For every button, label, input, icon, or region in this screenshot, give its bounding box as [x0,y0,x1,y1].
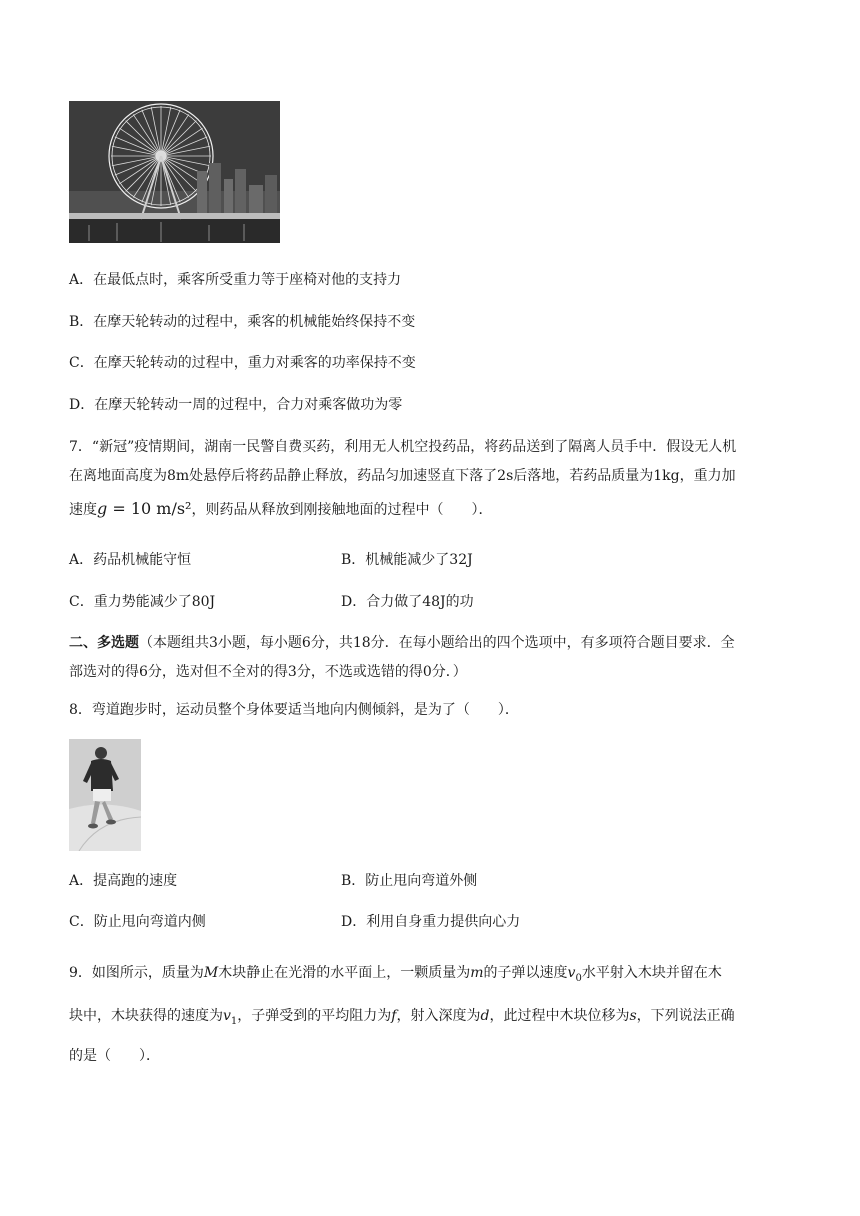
section2-line1 [69,633,735,653]
q7-line3-suffix: ，则药品从释放到刚接触地面的过程中（ ）． [191,502,493,518]
q9-l1d: 水平射入木块并留在木 [581,965,722,981]
q9-l2c: ，射入深度为 [396,1008,481,1024]
q9-var-d: d [480,1008,490,1024]
runner-photo [69,739,141,851]
q6-option-b: B．在摩天轮转动的过程中，乘客的机械能始终保持不变 [69,314,416,330]
section2-desc-1: （本题组共3小题，每小题6分，共18分．在每小题给出的四个选项中，有多项符合题目要求．全 [139,635,735,651]
q9-var-v1-sub: 1 [230,1015,238,1027]
q9-var-v1: v [223,1008,231,1024]
q9-stem-line3: 的是（ ）． [69,1048,160,1064]
ferris-wheel-photo [69,101,280,243]
q9-l1b: 木块静止在光滑的水平面上，一颗质量为 [218,965,471,981]
q7-stem-line2: 在离地面高度为8m处悬停后将药品静止释放，药品匀加速竖直下落了2s后落地，若药品质量为1kg，重力加 [69,468,736,484]
q9-var-M: M [203,965,219,981]
q9-var-m: m [470,965,484,981]
section2-desc-2: 部选对的得6分，选对但不全对的得3分，不选或选错的得0分．） [69,664,467,680]
q7-option-c: C．重力势能减少了80J [69,594,216,610]
ferris-wheel-illustration [69,101,280,243]
q9-l2e: ，此过程中木块位移为 [489,1008,630,1024]
q7-formula-g: g [97,499,108,518]
q7-stem-line3 [69,499,492,520]
runner-illustration [69,739,141,851]
q7-line3-prefix: 速度 [69,502,97,518]
q7-option-a: A．药品机械能守恒 [69,552,192,568]
q9-var-f: f [391,1008,397,1024]
q9-stem-line1 [69,963,722,989]
q9-l2a: 块中，木块获得的速度为 [69,1008,223,1024]
q7-option-d: D．合力做了48J的功 [341,594,474,610]
q6-option-a: A．在最低点时，乘客所受重力等于座椅对他的支持力 [69,272,402,288]
q9-var-v0: v [567,965,576,981]
q9-var-s: s [629,1008,637,1024]
q9-l2b: ，子弹受到的平均阻力为 [237,1008,392,1024]
section2-title: 二、多选题 [69,635,139,651]
q8-option-d: D．利用自身重力提供向心力 [341,914,521,930]
q7-stem-line1: 7．“新冠”疫情期间，湖南一民警自费买药，利用无人机空投药品，将药品送到了隔离人员手中．假设无人机 [69,439,737,455]
q8-option-c: C．防止甩向弯道内侧 [69,914,206,930]
q9-var-v0-sub: 0 [575,972,582,984]
q9-l1a: 9．如图所示，质量为 [69,965,204,981]
q8-stem: 8．弯道跑步时，运动员整个身体要适当地向内侧倾斜，是为了（ ）． [69,702,519,718]
q7-option-b: B．机械能减少了32J [341,552,473,568]
q9-l2f: ，下列说法正确 [636,1008,735,1024]
q7-formula-value: = 10 m/s² [107,499,192,518]
q9-stem-line2 [69,1006,735,1032]
q6-option-c: C．在摩天轮转动的过程中，重力对乘客的功率保持不变 [69,355,416,371]
q8-option-b: B．防止甩向弯道外侧 [341,873,478,889]
q6-option-d: D．在摩天轮转动一周的过程中，合力对乘客做功为零 [69,397,403,413]
q8-option-a: A．提高跑的速度 [69,873,178,889]
q9-l1c: 的子弹以速度 [483,965,568,981]
